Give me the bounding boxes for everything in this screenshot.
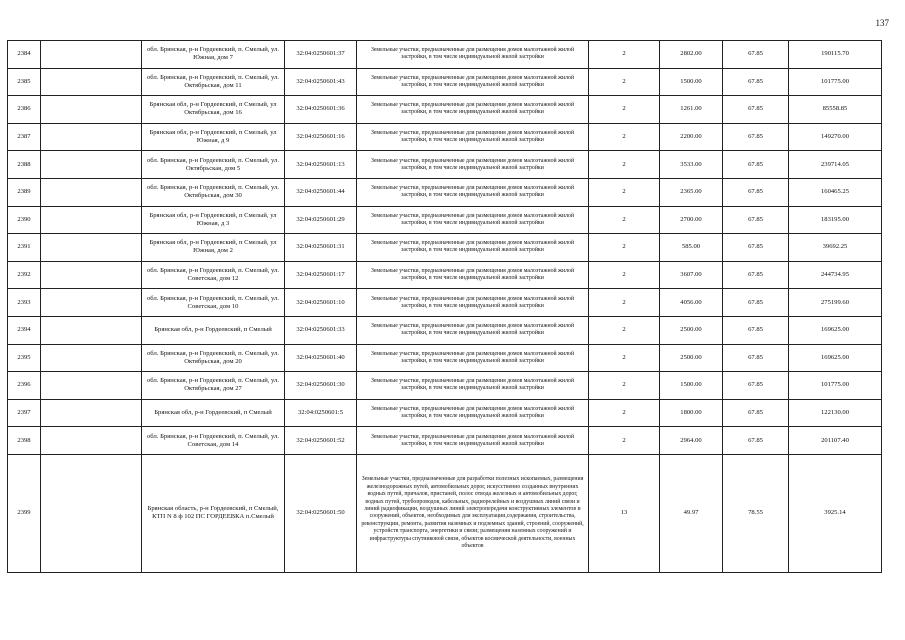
cadastral-value-cell: 201107.40 bbox=[789, 427, 882, 455]
row-number: 2396 bbox=[8, 372, 41, 400]
area-cell: 2500.00 bbox=[660, 344, 723, 372]
empty-cell bbox=[41, 261, 142, 289]
table-row bbox=[8, 151, 882, 179]
row-number: 2386 bbox=[8, 96, 41, 124]
address-cell: обл. Брянская, р-н Гордеевский, п. Смелый, ул. Октябрьская, дом 5 bbox=[142, 151, 285, 179]
cadastral-number-cell: 32:04:0250601:50 bbox=[285, 454, 357, 572]
category-code-cell: 2 bbox=[589, 41, 660, 69]
category-code-cell: 2 bbox=[589, 289, 660, 317]
cadastral-number-cell: 32:04:0250601:16 bbox=[285, 123, 357, 151]
specific-value-cell: 67.85 bbox=[723, 427, 789, 455]
row-number: 2391 bbox=[8, 234, 41, 262]
row-number: 2398 bbox=[8, 427, 41, 455]
address-cell: Брянская обл, р-н Гордеевский, п Смелый, ул Южная, д 9 bbox=[142, 123, 285, 151]
land-use-cell: Земельные участки, предназначенные для размещения домов малоэтажной жилой застройки, в том числе индивидуальной жилой застройки bbox=[357, 427, 589, 455]
land-use-cell: Земельные участки, предназначенные для размещения домов малоэтажной жилой застройки, в том числе индивидуальной жилой застройки bbox=[357, 289, 589, 317]
specific-value-cell: 78.55 bbox=[723, 454, 789, 572]
row-number: 2397 bbox=[8, 399, 41, 427]
category-code-cell: 2 bbox=[589, 316, 660, 344]
cadastral-value-cell: 101775.00 bbox=[789, 372, 882, 400]
cadastral-value-cell: 239714.05 bbox=[789, 151, 882, 179]
empty-cell bbox=[41, 41, 142, 69]
table-row bbox=[8, 234, 882, 262]
category-code-cell: 2 bbox=[589, 151, 660, 179]
row-number: 2393 bbox=[8, 289, 41, 317]
row-number: 2392 bbox=[8, 261, 41, 289]
cadastral-value-cell: 3925.14 bbox=[789, 454, 882, 572]
category-code-cell: 2 bbox=[589, 68, 660, 96]
cadastral-number-cell: 32:04:0250601:52 bbox=[285, 427, 357, 455]
empty-cell bbox=[41, 316, 142, 344]
land-use-cell: Земельные участки, предназначенные для размещения домов малоэтажной жилой застройки, в том числе индивидуальной жилой застройки bbox=[357, 372, 589, 400]
row-number: 2388 bbox=[8, 151, 41, 179]
specific-value-cell: 67.85 bbox=[723, 289, 789, 317]
cadastral-valuation-table bbox=[7, 40, 882, 573]
category-code-cell: 2 bbox=[589, 344, 660, 372]
category-code-cell: 2 bbox=[589, 178, 660, 206]
cadastral-value-cell: 183195.00 bbox=[789, 206, 882, 234]
cadastral-number-cell: 32:04:0250601:36 bbox=[285, 96, 357, 124]
address-cell: Брянская область, р-н Гордеевский, п Смелый, КТП N 8 ф 102 ПС ГОРДЕЕВКА п.Смелый bbox=[142, 454, 285, 572]
cadastral-number-cell: 32:04:0250601:17 bbox=[285, 261, 357, 289]
empty-cell bbox=[41, 178, 142, 206]
specific-value-cell: 67.85 bbox=[723, 399, 789, 427]
empty-cell bbox=[41, 372, 142, 400]
page-number: 137 bbox=[875, 18, 889, 28]
row-number: 2394 bbox=[8, 316, 41, 344]
area-cell: 1800.00 bbox=[660, 399, 723, 427]
specific-value-cell: 67.85 bbox=[723, 372, 789, 400]
land-use-cell: Земельные участки, предназначенные для размещения домов малоэтажной жилой застройки, в том числе индивидуальной жилой застройки bbox=[357, 234, 589, 262]
cadastral-number-cell: 32:04:0250601:33 bbox=[285, 316, 357, 344]
address-cell: обл. Брянская, р-н Гордеевский, п. Смелый, ул. Октябрьская, дом 30 bbox=[142, 178, 285, 206]
category-code-cell: 2 bbox=[589, 261, 660, 289]
cadastral-number-cell: 32:04:0250601:37 bbox=[285, 41, 357, 69]
cadastral-value-cell: 39692.25 bbox=[789, 234, 882, 262]
category-code-cell: 2 bbox=[589, 399, 660, 427]
cadastral-number-cell: 32:04:0250601:13 bbox=[285, 151, 357, 179]
land-use-cell: Земельные участки, предназначенные для размещения домов малоэтажной жилой застройки, в том числе индивидуальной жилой застройки bbox=[357, 96, 589, 124]
specific-value-cell: 67.85 bbox=[723, 316, 789, 344]
address-cell: Брянская обл, р-н Гордеевский, п Смелый bbox=[142, 399, 285, 427]
specific-value-cell: 67.85 bbox=[723, 178, 789, 206]
address-cell: Брянская обл, р-н Гордеевский, п Смелый bbox=[142, 316, 285, 344]
address-cell: Брянская обл, р-н Гордеевский, п Смелый, ул Южная, дом 2 bbox=[142, 234, 285, 262]
row-number: 2387 bbox=[8, 123, 41, 151]
area-cell: 2964.00 bbox=[660, 427, 723, 455]
land-use-cell: Земельные участки, предназначенные для размещения домов малоэтажной жилой застройки, в том числе индивидуальной жилой застройки bbox=[357, 399, 589, 427]
row-number: 2384 bbox=[8, 41, 41, 69]
row-number: 2390 bbox=[8, 206, 41, 234]
cadastral-value-cell: 101775.00 bbox=[789, 68, 882, 96]
specific-value-cell: 67.85 bbox=[723, 123, 789, 151]
cadastral-value-cell: 190115.70 bbox=[789, 41, 882, 69]
area-cell: 2700.00 bbox=[660, 206, 723, 234]
cadastral-number-cell: 32:04:0250601:31 bbox=[285, 234, 357, 262]
address-cell: обл. Брянская, р-н Гордеевский, п. Смелый, ул. Советская, дом 10 bbox=[142, 289, 285, 317]
empty-cell bbox=[41, 151, 142, 179]
area-cell: 1500.00 bbox=[660, 68, 723, 96]
table-row bbox=[8, 41, 882, 69]
category-code-cell: 2 bbox=[589, 372, 660, 400]
land-use-cell: Земельные участки, предназначенные для размещения домов малоэтажной жилой застройки, в том числе индивидуальной жилой застройки bbox=[357, 68, 589, 96]
row-number: 2389 bbox=[8, 178, 41, 206]
category-code-cell: 13 bbox=[589, 454, 660, 572]
category-code-cell: 2 bbox=[589, 206, 660, 234]
cadastral-value-cell: 160465.25 bbox=[789, 178, 882, 206]
area-cell: 49.97 bbox=[660, 454, 723, 572]
row-number: 2395 bbox=[8, 344, 41, 372]
cadastral-value-cell: 169625.00 bbox=[789, 316, 882, 344]
table-row bbox=[8, 206, 882, 234]
table-row bbox=[8, 454, 882, 572]
specific-value-cell: 67.85 bbox=[723, 344, 789, 372]
address-cell: обл. Брянская, р-н Гордеевский, п. Смелый, ул. Советская, дом 14 bbox=[142, 427, 285, 455]
empty-cell bbox=[41, 68, 142, 96]
area-cell: 3607.00 bbox=[660, 261, 723, 289]
empty-cell bbox=[41, 399, 142, 427]
address-cell: обл. Брянская, р-н Гордеевский, п. Смелый, ул. Октябрьская, дом 27 bbox=[142, 372, 285, 400]
specific-value-cell: 67.85 bbox=[723, 68, 789, 96]
cadastral-number-cell: 32:04:0250601:29 bbox=[285, 206, 357, 234]
table-row bbox=[8, 123, 882, 151]
cadastral-number-cell: 32:04:0250601:30 bbox=[285, 372, 357, 400]
address-cell: Брянская обл, р-н Гордеевский, п Смелый, ул Южная, д 3 bbox=[142, 206, 285, 234]
category-code-cell: 2 bbox=[589, 234, 660, 262]
cadastral-value-cell: 122130.00 bbox=[789, 399, 882, 427]
land-use-cell: Земельные участки, предназначенные для размещения домов малоэтажной жилой застройки, в том числе индивидуальной жилой застройки bbox=[357, 316, 589, 344]
empty-cell bbox=[41, 344, 142, 372]
cadastral-value-cell: 244734.95 bbox=[789, 261, 882, 289]
cadastral-number-cell: 32:04:0250601:10 bbox=[285, 289, 357, 317]
cadastral-number-cell: 32:04:0250601:43 bbox=[285, 68, 357, 96]
table-row bbox=[8, 372, 882, 400]
land-use-cell: Земельные участки, предназначенные для размещения домов малоэтажной жилой застройки, в том числе индивидуальной жилой застройки bbox=[357, 41, 589, 69]
land-use-cell: Земельные участки, предназначенные для размещения домов малоэтажной жилой застройки, в том числе индивидуальной жилой застройки bbox=[357, 344, 589, 372]
table-row bbox=[8, 96, 882, 124]
area-cell: 3533.00 bbox=[660, 151, 723, 179]
cadastral-number-cell: 32:04:0250601:5 bbox=[285, 399, 357, 427]
specific-value-cell: 67.85 bbox=[723, 41, 789, 69]
address-cell: обл. Брянская, р-н Гордеевский, п. Смелый, ул. Октябрьская, дом 11 bbox=[142, 68, 285, 96]
specific-value-cell: 67.85 bbox=[723, 151, 789, 179]
address-cell: обл. Брянская, р-н Гордеевский, п. Смелый, ул. Советская, дом 12 bbox=[142, 261, 285, 289]
table-row bbox=[8, 261, 882, 289]
empty-cell bbox=[41, 96, 142, 124]
category-code-cell: 2 bbox=[589, 96, 660, 124]
address-cell: обл. Брянская, р-н Гордеевский, п. Смелый, ул. Октябрьская, дом 20 bbox=[142, 344, 285, 372]
empty-cell bbox=[41, 427, 142, 455]
specific-value-cell: 67.85 bbox=[723, 96, 789, 124]
empty-cell bbox=[41, 289, 142, 317]
table-row bbox=[8, 399, 882, 427]
cadastral-number-cell: 32:04:0250601:40 bbox=[285, 344, 357, 372]
land-use-cell: Земельные участки, предназначенные для размещения домов малоэтажной жилой застройки, в том числе индивидуальной жилой застройки bbox=[357, 206, 589, 234]
category-code-cell: 2 bbox=[589, 123, 660, 151]
table-row bbox=[8, 289, 882, 317]
address-cell: обл. Брянская, р-н Гордеевский, п. Смелый, ул. Южная, дом 7 bbox=[142, 41, 285, 69]
area-cell: 2200.00 bbox=[660, 123, 723, 151]
cadastral-value-cell: 275199.60 bbox=[789, 289, 882, 317]
table-row bbox=[8, 316, 882, 344]
row-number: 2399 bbox=[8, 454, 41, 572]
empty-cell bbox=[41, 206, 142, 234]
area-cell: 585.00 bbox=[660, 234, 723, 262]
land-use-cell: Земельные участки, предназначенные для разработки полезных ископаемых, размещения железнодорожных путей, автомобильных дорог, искусственно созданных внутренних водных путей, причалов, пристаней, полос отвода железных и автомобильных дорог, водных путей, трубопроводов, кабельных, радиорелейных и воздушных линий связи и линий радиофикации, воздушных линий электропередачи конструктивных элементов и сооружений, объектов, необходимых для эксплуатации,содержания, строительства, реконструкции, ремонта, развития наземных и подземных зданий, строений, сооружений, устройств транспорта, энергетики и связи; размещения наземных сооружений и инфраструктуры спутниковой связи, объектов космической деятельности, военных объектов bbox=[357, 454, 589, 572]
cadastral-value-cell: 149270.00 bbox=[789, 123, 882, 151]
land-use-cell: Земельные участки, предназначенные для размещения домов малоэтажной жилой застройки, в том числе индивидуальной жилой застройки bbox=[357, 261, 589, 289]
specific-value-cell: 67.85 bbox=[723, 206, 789, 234]
category-code-cell: 2 bbox=[589, 427, 660, 455]
land-use-cell: Земельные участки, предназначенные для размещения домов малоэтажной жилой застройки, в том числе индивидуальной жилой застройки bbox=[357, 178, 589, 206]
table-row bbox=[8, 178, 882, 206]
area-cell: 2802.00 bbox=[660, 41, 723, 69]
empty-cell bbox=[41, 234, 142, 262]
table-row bbox=[8, 427, 882, 455]
specific-value-cell: 67.85 bbox=[723, 234, 789, 262]
row-number: 2385 bbox=[8, 68, 41, 96]
area-cell: 1261.00 bbox=[660, 96, 723, 124]
cadastral-value-cell: 85558.85 bbox=[789, 96, 882, 124]
address-cell: Брянская обл, р-н Гордеевский, п Смелый, ул Октябрьская, дом 16 bbox=[142, 96, 285, 124]
land-use-cell: Земельные участки, предназначенные для размещения домов малоэтажной жилой застройки, в том числе индивидуальной жилой застройки bbox=[357, 151, 589, 179]
empty-cell bbox=[41, 454, 142, 572]
empty-cell bbox=[41, 123, 142, 151]
specific-value-cell: 67.85 bbox=[723, 261, 789, 289]
table-row bbox=[8, 68, 882, 96]
cadastral-value-cell: 169625.00 bbox=[789, 344, 882, 372]
land-use-cell: Земельные участки, предназначенные для размещения домов малоэтажной жилой застройки, в том числе индивидуальной жилой застройки bbox=[357, 123, 589, 151]
area-cell: 2365.00 bbox=[660, 178, 723, 206]
area-cell: 2500.00 bbox=[660, 316, 723, 344]
table-row bbox=[8, 344, 882, 372]
area-cell: 4056.00 bbox=[660, 289, 723, 317]
area-cell: 1500.00 bbox=[660, 372, 723, 400]
cadastral-number-cell: 32:04:0250601:44 bbox=[285, 178, 357, 206]
